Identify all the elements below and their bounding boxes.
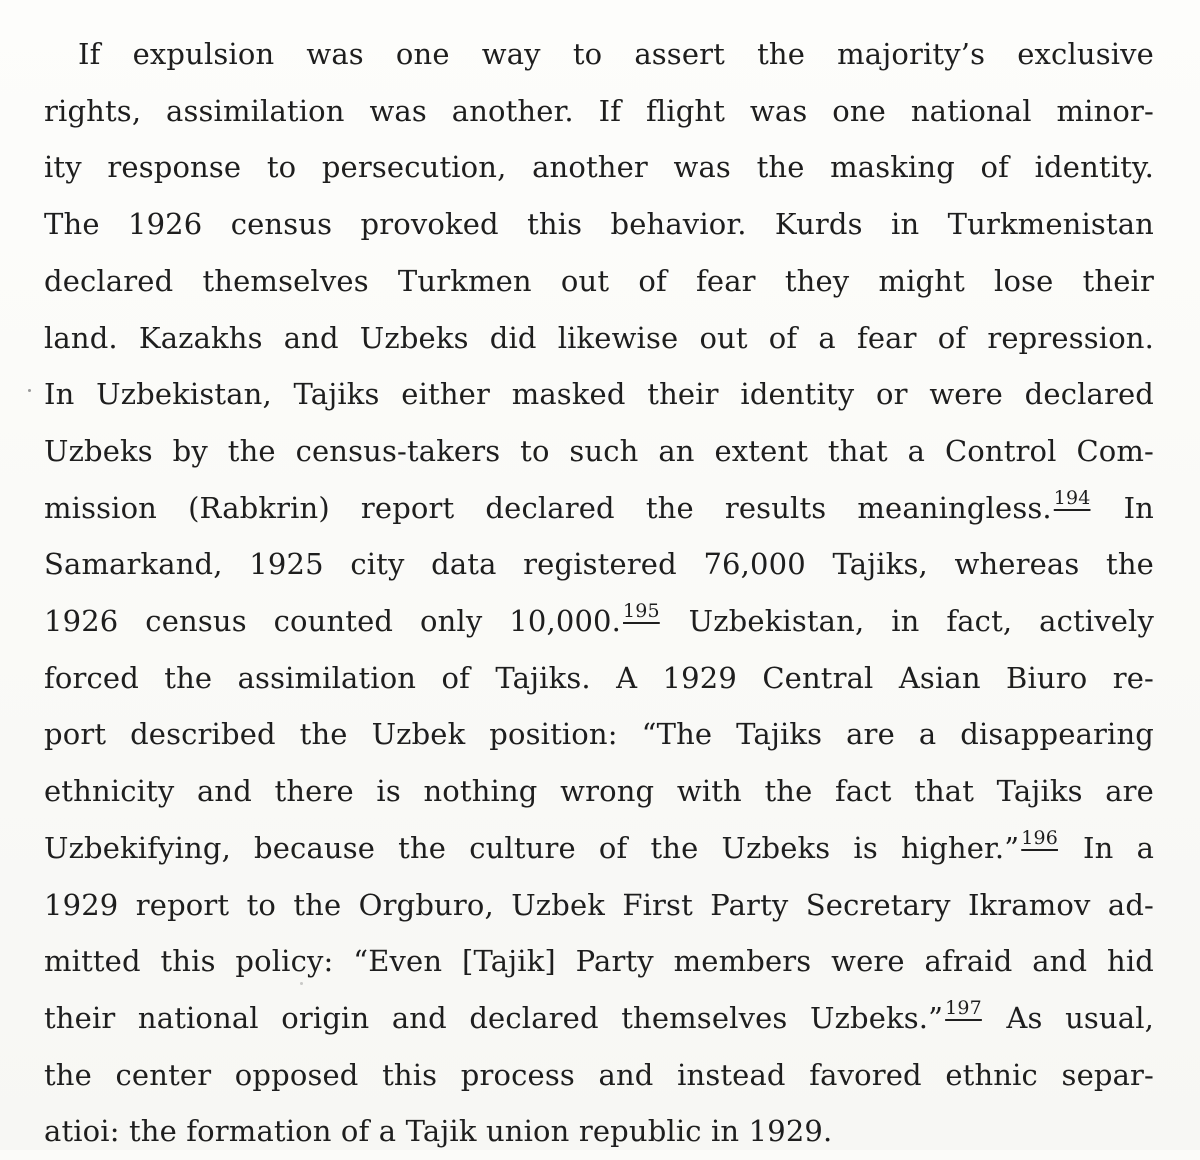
line-text: The 1926 census provoked this behavior. Kurds in Turkmenistan: [44, 207, 1154, 242]
footnote-marker[interactable]: 195: [623, 600, 660, 622]
scan-speck: [300, 982, 303, 985]
line-text-after: In: [1092, 490, 1154, 525]
text-line: [44, 26, 1154, 83]
line-text: [44, 480, 1154, 537]
text-line: [44, 1047, 1154, 1104]
text-line: [44, 763, 1154, 820]
text-line: [44, 1103, 1154, 1160]
line-text-after: In a: [1059, 830, 1154, 865]
line-text: Samarkand, 1925 city data registered 76,000 Tajiks, whereas the: [44, 547, 1154, 582]
text-line: [44, 933, 1154, 990]
text-line: [44, 83, 1154, 140]
line-text: rights, assimilation was another. If flight was one national minor-: [44, 93, 1154, 128]
text-line: [44, 990, 1154, 1047]
line-text-before: mission (Rabkrin) report declared the results meaningless.: [44, 490, 1052, 525]
line-text: mitted this policy: “Even [Tajik] Party members were afraid and hid: [44, 944, 1154, 979]
line-text: In Uzbekistan, Tajiks either masked their identity or were declared: [44, 377, 1154, 412]
text-line: [44, 196, 1154, 253]
text-line: [44, 593, 1154, 650]
text-line: [44, 820, 1154, 877]
line-text-before: their national origin and declared themselves Uzbeks.”: [44, 1000, 944, 1035]
line-text: [44, 990, 1154, 1047]
footnote-marker[interactable]: 194: [1053, 486, 1091, 509]
line-text: [44, 593, 1154, 650]
text-line: [44, 650, 1154, 707]
text-line: [44, 139, 1154, 196]
footnote-marker[interactable]: 197: [945, 996, 982, 1019]
text-line: [44, 423, 1154, 480]
line-text: ethnicity and there is nothing wrong with the fact that Tajiks are: [44, 774, 1154, 809]
line-text: atioi: the formation of a Tajik union republic in 1929.: [44, 1114, 833, 1149]
line-text: Uzbeks by the census-takers to such an extent that a Control Com-: [44, 433, 1154, 468]
scan-speck: [28, 389, 31, 392]
text-line: [44, 310, 1154, 367]
text-line: [44, 366, 1154, 423]
line-text: the center opposed this process and instead favored ethnic separ-: [44, 1057, 1154, 1092]
line-text-after: As usual,: [983, 1000, 1154, 1035]
line-text: forced the assimilation of Tajiks. A 1929 Central Asian Biuro re-: [44, 660, 1154, 695]
line-text: [44, 820, 1154, 877]
line-text-before: 1926 census counted only 10,000.: [44, 604, 622, 638]
line-text-before: Uzbekifying, because the culture of the Uzbeks is higher.”: [44, 830, 1020, 865]
line-text: If expulsion was one way to assert the majority’s exclusive: [78, 37, 1154, 71]
line-text: 1929 report to the Orgburo, Uzbek First Party Secretary Ikramov ad-: [44, 887, 1154, 922]
text-line: [44, 480, 1154, 537]
text-line: [44, 706, 1154, 763]
text-line: [44, 253, 1154, 310]
text-line: [44, 536, 1154, 593]
line-text: port described the Uzbek position: “The Tajiks are a disappearing: [44, 717, 1154, 752]
line-text-after: Uzbekistan, in fact, actively: [661, 604, 1154, 638]
footnote-marker[interactable]: 196: [1021, 826, 1058, 849]
line-text: land. Kazakhs and Uzbeks did likewise out of a fear of repression.: [44, 320, 1154, 355]
line-text: ity response to persecution, another was the masking of identity.: [44, 150, 1154, 185]
text-line: [44, 877, 1154, 934]
line-text: declared themselves Turkmen out of fear they might lose their: [44, 263, 1154, 298]
